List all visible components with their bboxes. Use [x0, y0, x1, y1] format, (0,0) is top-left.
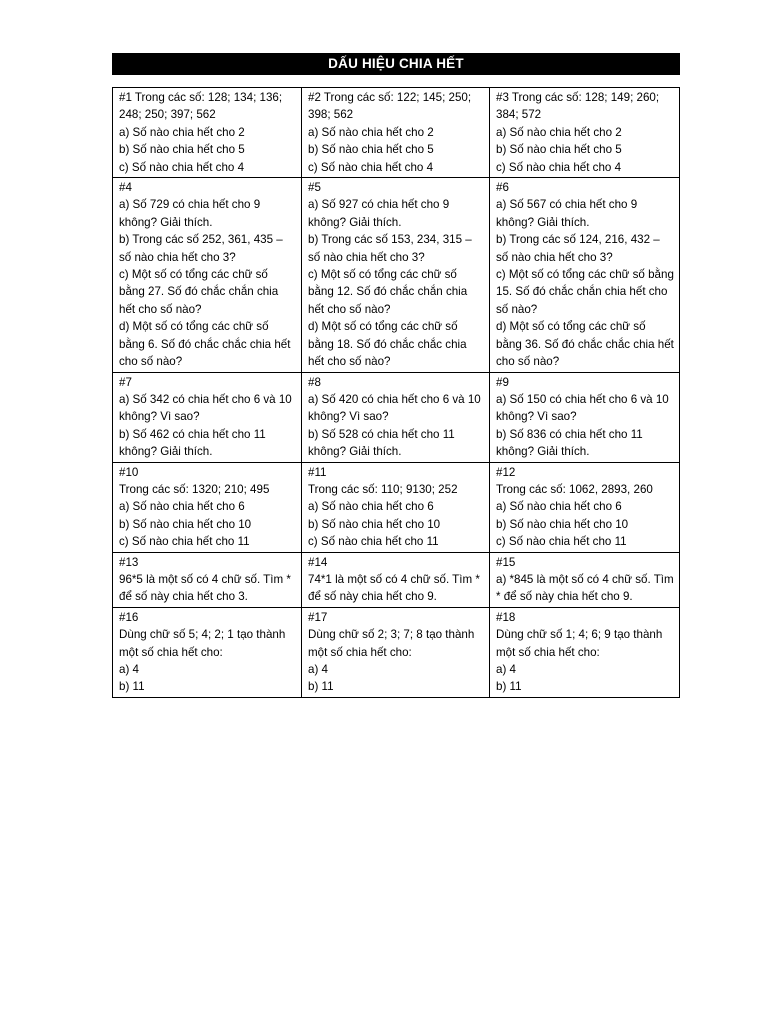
exercise-cell	[113, 88, 302, 178]
exercise-heading: #1 Trong các số: 128; 134; 136; 248; 250; 397; 562	[119, 91, 283, 122]
exercise-heading: #4	[119, 181, 132, 195]
exercise-heading: #12	[496, 465, 516, 479]
exercise-line: Trong các số: 110; 9130; 252	[308, 482, 458, 496]
exercise-row	[113, 372, 680, 462]
exercise-row	[113, 552, 680, 607]
exercise-line: c) Một số có tổng các chữ số bằng 12. Số đó chắc chắn chia hết cho số nào?	[308, 268, 468, 316]
exercise-line: c) Số nào chia hết cho 11	[496, 535, 627, 549]
exercise-heading: #16	[119, 610, 139, 624]
exercise-line: a) 4	[119, 663, 139, 676]
exercise-heading: #2 Trong các số: 122; 145; 250; 398; 562	[308, 91, 472, 122]
exercise-cell	[113, 372, 302, 462]
exercise-line: a) Số 150 có chia hết cho 6 và 10 không? Vì sao?	[496, 392, 669, 424]
exercise-line: b) Trong các số 153, 234, 315 – số nào chia hết cho 3?	[308, 233, 472, 264]
exercise-line: b) Trong các số 252, 361, 435 – số nào chia hết cho 3?	[119, 233, 283, 264]
exercise-line: a) 4	[308, 663, 328, 676]
exercise-line: b) Số 462 có chia hết cho 11 không? Giải thích.	[119, 427, 266, 459]
exercise-line: a) Số nào chia hết cho 2	[119, 125, 245, 139]
exercise-line: a) Số 567 có chia hết cho 9 không? Giải thích.	[496, 198, 638, 229]
exercise-line: a) Số nào chia hết cho 2	[496, 125, 622, 139]
exercise-cell	[302, 178, 490, 372]
exercise-line: Dùng chữ số 2; 3; 7; 8 tạo thành một số chia hết cho:	[308, 628, 475, 659]
exercise-line: a) Số 729 có chia hết cho 9 không? Giải thích.	[119, 198, 261, 229]
worksheet-title: DẤU HIỆU CHIA HẾT	[112, 53, 680, 75]
exercise-line: c) Một số có tổng các chữ số bằng 27. Số đó chắc chắn chia hết cho số nào?	[119, 268, 279, 316]
exercise-heading: #13	[119, 555, 139, 569]
exercise-heading: #8	[308, 375, 321, 389]
exercise-cell	[490, 88, 680, 178]
exercise-line: a) Số nào chia hết cho 6	[496, 500, 622, 514]
exercise-heading: #10	[119, 465, 139, 479]
exercise-cell	[302, 607, 490, 697]
exercise-line: b) Số nào chia hết cho 10	[308, 517, 441, 531]
exercise-line: 96*5 là một số có 4 chữ số. Tìm * để số này chia hết cho 3.	[119, 572, 291, 604]
exercise-heading: #9	[496, 375, 509, 389]
exercise-line: b) Số nào chia hết cho 5	[308, 143, 434, 157]
exercise-line: a) Số 420 có chia hết cho 6 và 10 không? Vì sao?	[308, 392, 481, 424]
exercise-line: d) Một số có tổng các chữ số bằng 18. Số đó chắc chắc chia hết cho số nào?	[308, 320, 467, 369]
exercise-cell	[490, 552, 680, 607]
exercise-line: a) *845 là một số có 4 chữ số. Tìm * để số này chia hết cho 9.	[496, 572, 674, 604]
exercise-line: c) Số nào chia hết cho 4	[496, 160, 622, 174]
exercise-grid	[112, 87, 680, 698]
exercise-line: c) Số nào chia hết cho 11	[119, 535, 250, 549]
exercise-line: Trong các số: 1320; 210; 495	[119, 482, 270, 496]
exercise-line: a) Số 342 có chia hết cho 6 và 10 không? Vì sao?	[119, 392, 292, 424]
exercise-cell	[490, 607, 680, 697]
exercise-cell	[113, 462, 302, 552]
exercise-line: b) 11	[308, 680, 334, 694]
exercise-line: Trong các số: 1062, 2893, 260	[496, 482, 653, 496]
exercise-line: b) Số 528 có chia hết cho 11 không? Giải thích.	[308, 427, 455, 459]
exercise-row	[113, 88, 680, 178]
exercise-line: b) 11	[119, 680, 145, 694]
exercise-line: a) Số nào chia hết cho 6	[119, 500, 245, 514]
exercise-cell	[113, 607, 302, 697]
exercise-heading: #5	[308, 181, 321, 195]
exercise-heading: #3 Trong các số: 128; 149; 260; 384; 572	[496, 91, 660, 122]
exercise-cell	[302, 462, 490, 552]
exercise-line: Dùng chữ số 5; 4; 2; 1 tạo thành một số chia hết cho:	[119, 628, 286, 659]
exercise-heading: #11	[308, 465, 327, 479]
exercise-line: c) Số nào chia hết cho 4	[119, 160, 245, 174]
exercise-cell	[302, 88, 490, 178]
exercise-row	[113, 607, 680, 697]
exercise-heading: #18	[496, 610, 516, 624]
exercise-line: c) Số nào chia hết cho 4	[308, 160, 434, 174]
exercise-heading: #15	[496, 555, 516, 569]
exercise-cell	[113, 178, 302, 372]
exercise-line: b) Số nào chia hết cho 10	[119, 517, 252, 531]
exercise-line: b) Số 836 có chia hết cho 11 không? Giải thích.	[496, 427, 643, 459]
exercise-line: b) Số nào chia hết cho 5	[496, 143, 622, 157]
exercise-line: b) 11	[496, 680, 522, 694]
exercise-line: c) Số nào chia hết cho 11	[308, 535, 439, 549]
exercise-heading: #17	[308, 610, 328, 624]
exercise-line: d) Một số có tổng các chữ số bằng 6. Số đó chắc chắc chia hết cho số nào?	[119, 320, 291, 369]
exercise-line: a) Số 927 có chia hết cho 9 không? Giải thích.	[308, 198, 450, 229]
exercise-row	[113, 462, 680, 552]
exercise-heading: #7	[119, 375, 132, 389]
exercise-line: a) 4	[496, 663, 516, 676]
exercise-cell	[302, 552, 490, 607]
exercise-cell	[490, 462, 680, 552]
exercise-cell	[302, 372, 490, 462]
exercise-line: a) Số nào chia hết cho 2	[308, 125, 434, 139]
worksheet	[112, 53, 680, 698]
exercise-cell	[490, 372, 680, 462]
exercise-line: c) Một số có tổng các chữ số bằng 15. Số đó chắc chắn chia hết cho số nào?	[496, 268, 674, 316]
exercise-cell	[113, 552, 302, 607]
exercise-line: a) Số nào chia hết cho 6	[308, 500, 434, 514]
exercise-heading: #14	[308, 555, 328, 569]
exercise-line: b) Số nào chia hết cho 5	[119, 143, 245, 157]
exercise-row	[113, 178, 680, 372]
exercise-line: Dùng chữ số 1; 4; 6; 9 tạo thành một số chia hết cho:	[496, 628, 663, 659]
exercise-line: b) Số nào chia hết cho 10	[496, 517, 629, 531]
exercise-line: d) Một số có tổng các chữ số bằng 36. Số đó chắc chắc chia hết cho số nào?	[496, 320, 674, 369]
exercise-heading: #6	[496, 181, 509, 195]
exercise-line: 74*1 là một số có 4 chữ số. Tìm * để số này chia hết cho 9.	[308, 572, 480, 604]
exercise-line: b) Trong các số 124, 216, 432 – số nào chia hết cho 3?	[496, 233, 660, 264]
exercise-cell	[490, 178, 680, 372]
